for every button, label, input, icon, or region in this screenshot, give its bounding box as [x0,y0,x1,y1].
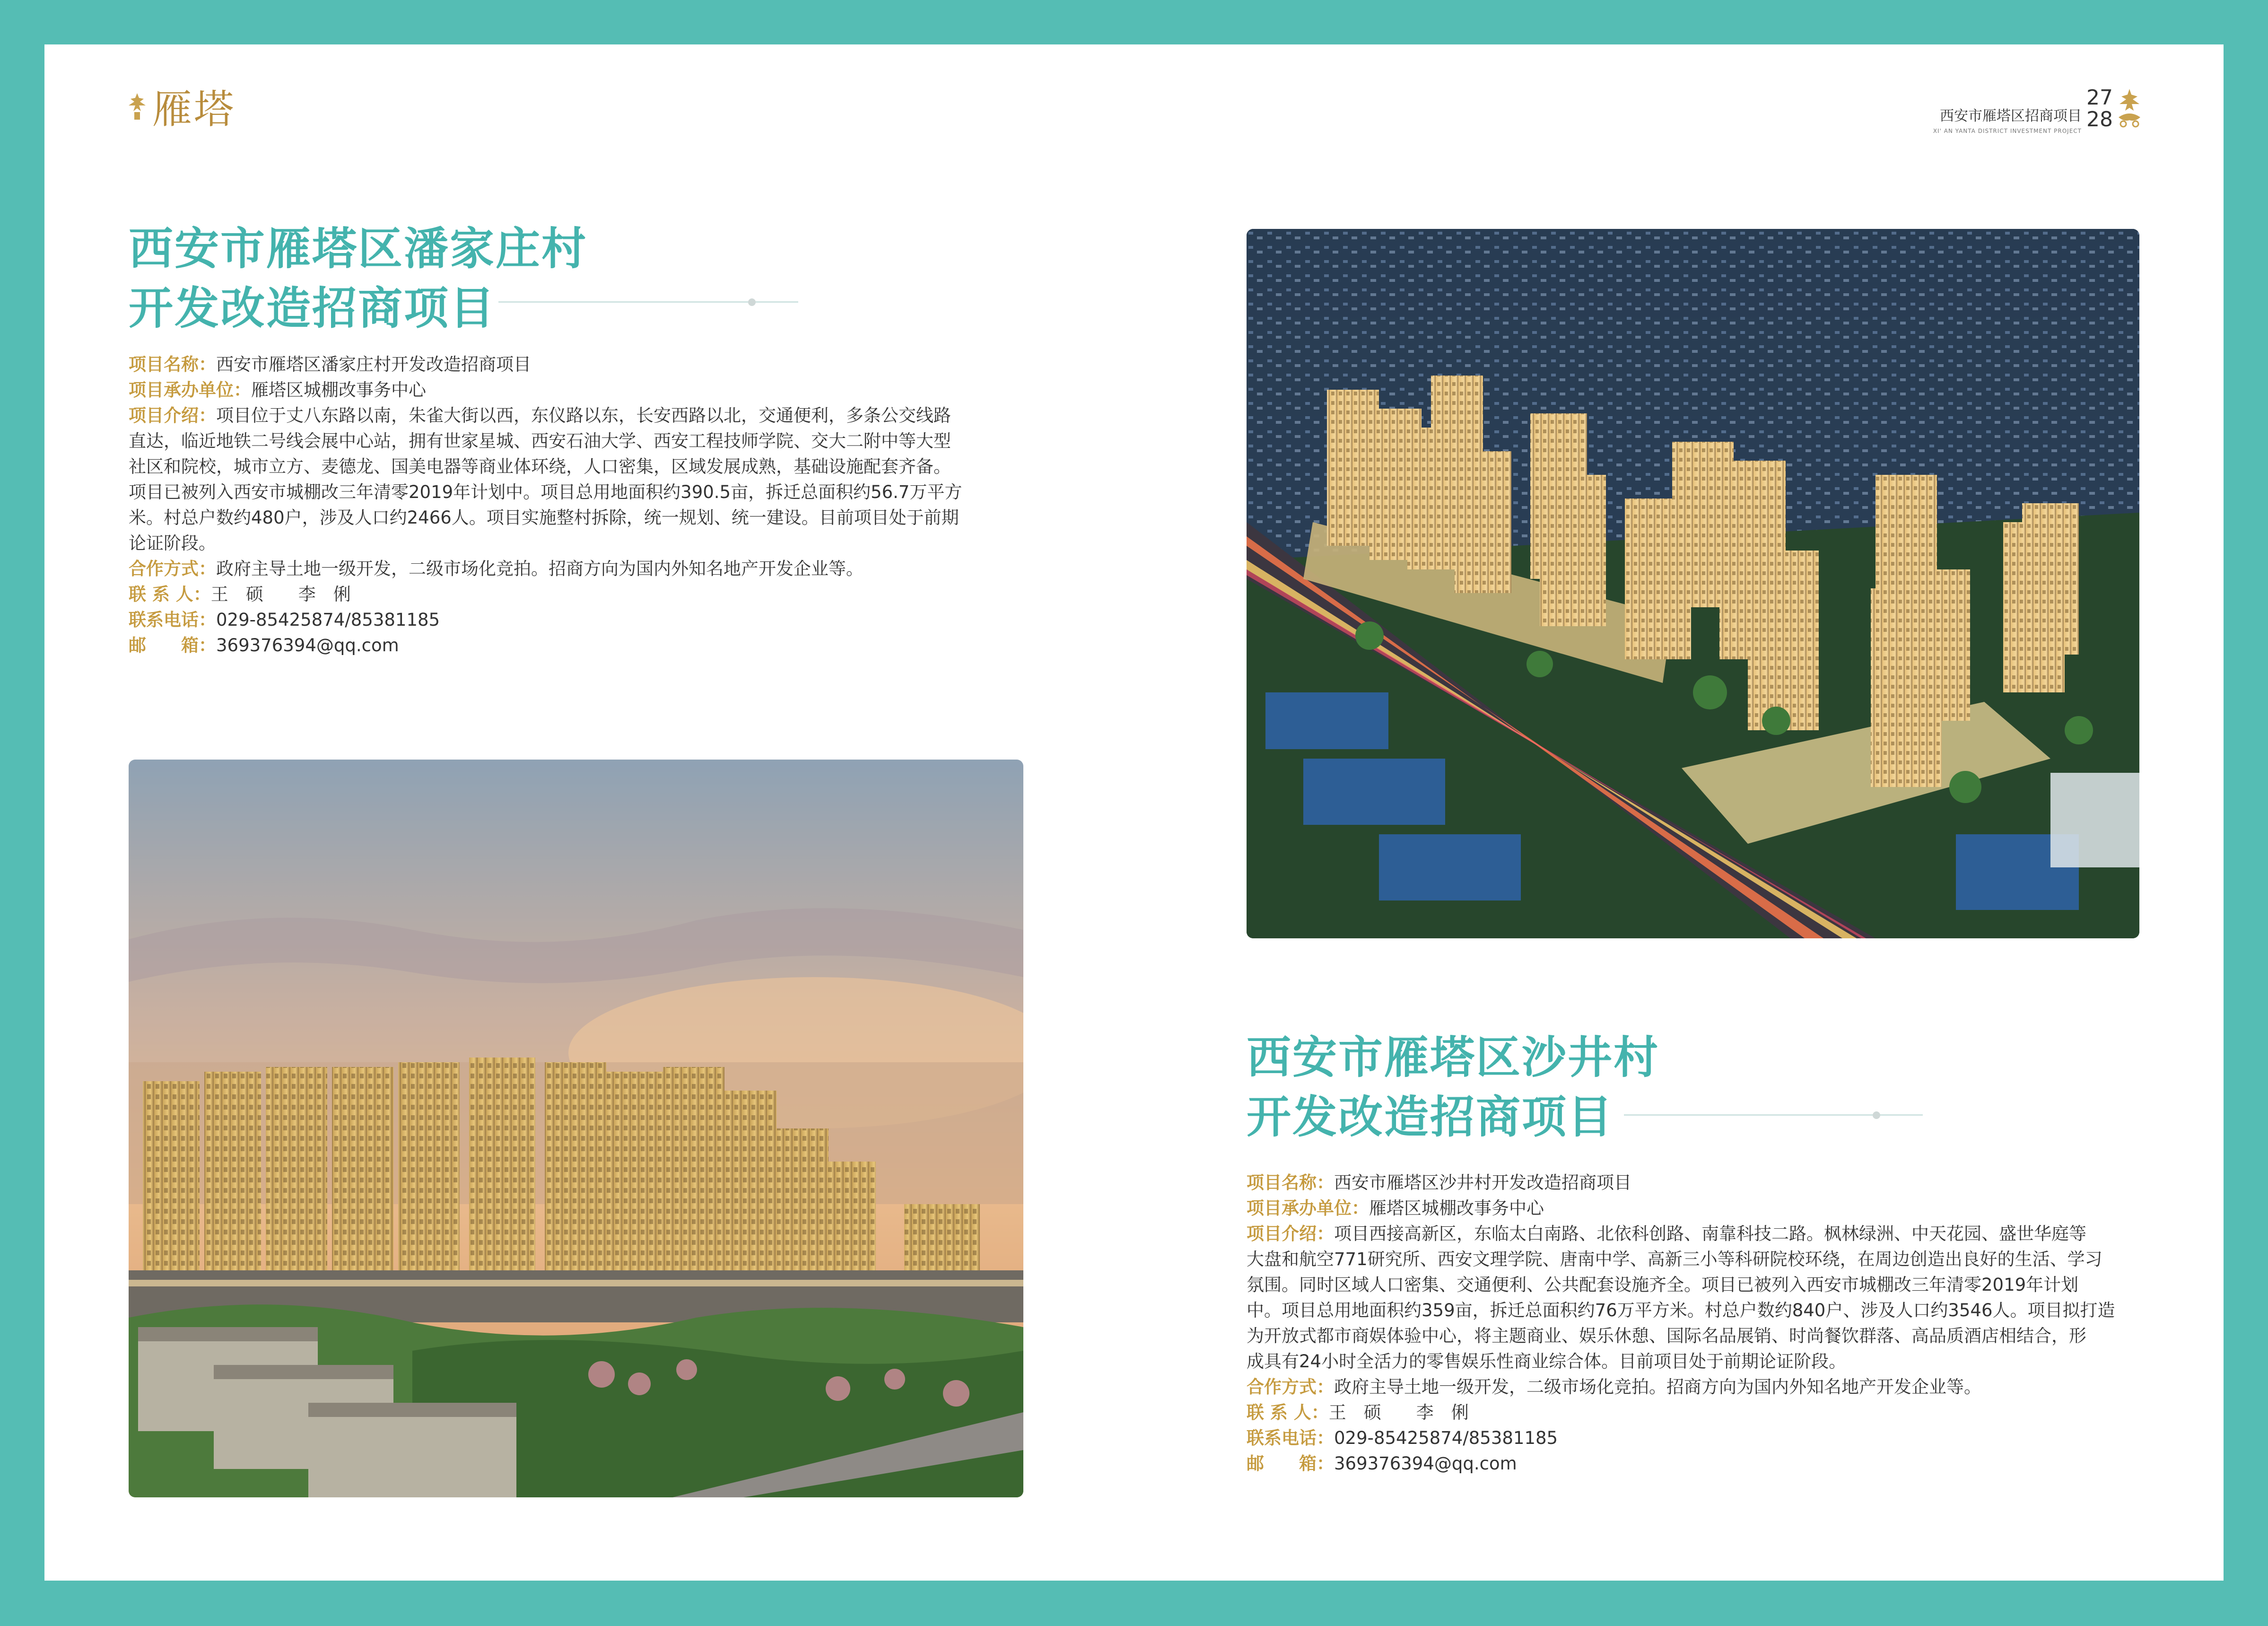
project1-intro-line: 论证阶段。 [129,533,216,553]
project1-contact-row: 联 系 人：王 硕 李 俐 [129,584,351,604]
project2-contact-row: 联 系 人：王 硕 李 俐 [1247,1402,1469,1423]
project2-intro-row: 项目介绍：项目西接高新区，东临太白南路、北依科创路、南靠科技二路。枫林绿洲、中天花园、盛世华庭等 [1247,1224,2086,1244]
night-aerial-illustration [1247,229,2139,938]
page-number-right: 28 [2086,107,2113,131]
project2-info [1247,1170,2188,1477]
project1-unit-row: 项目承办单位：雁塔区城棚改事务中心 [129,380,426,400]
header-texts [1933,104,2082,134]
project2-unit-row: 项目承办单位：雁塔区城棚改事务中心 [1247,1198,1544,1218]
project1-title-line2: 开发改造招商项目 [129,283,496,334]
header-right [1933,87,2143,134]
header-title: 西安市雁塔区招商项目 [1940,108,2082,124]
project2-intro-line: 氛围。同时区域人口密集、交通便利、公共配套设施齐全。项目已被列入西安市城棚改三年清零2019年计划 [1247,1275,2079,1295]
project1-intro-line: 直达，临近地铁二号线会展中心站，拥有世家星城、西安石油大学、西安工程技师学院、交大二附中等大型 [129,431,951,451]
project2-rendering-image [1247,229,2139,938]
header-subtitle: XI' AN YANTA DISTRICT INVESTMENT PROJECT [1933,128,2082,134]
project1-title-line1: 西安市雁塔区潘家庄村 [129,223,588,275]
project2-intro-line: 大盘和航空771研究所、西安文理学院、唐南中学、高新三小等科研院校环绕，在周边创造出良好的生活、学习 [1247,1249,2102,1269]
pagoda-logo-icon [125,92,149,121]
project1-title [129,219,587,339]
project2-phone-row: 联系电话：029-85425874/85381185 [1247,1428,1558,1448]
project1-intro-line: 社区和院校，城市立方、麦德龙、国美电器等商业体环绕，人口密集，区域发展成熟，基础设施配套齐备。 [129,456,951,477]
project2-title-dot [1873,1111,1880,1119]
logo [125,78,236,135]
project1-rendering-image [129,760,1023,1497]
project1-name-row: 项目名称：西安市雁塔区潘家庄村开发改造招商项目 [129,354,531,375]
sunset-towers-illustration [129,760,1023,1497]
project1-title-dot [748,298,756,306]
project1-intro-row: 项目介绍：项目位于丈八东路以南，朱雀大街以西，东仪路以东，长安西路以北，交通便利，多条公交线路 [129,405,951,426]
project1-info [129,352,1079,658]
project2-title-line2: 开发改造招商项目 [1247,1092,1614,1143]
page-number-left: 27 [2086,86,2113,110]
project2-coop-row: 合作方式：政府主导土地一级开发，二级市场化竞拍。招商方向为国内外知名地产开发企业等。 [1247,1377,1981,1397]
project2-title [1247,1028,1659,1147]
page-numbers [2086,87,2113,131]
project1-intro-line: 米。村总户数约480户，涉及人口约2466人。项目实施整村拆除，统一规划、统一建设。目前项目处于前期 [129,507,959,528]
project2-title-line1: 西安市雁塔区沙井村 [1247,1032,1660,1084]
project1-intro-line: 项目已被列入西安市城棚改三年清零2019年计划中。项目总用地面积约390.5亩，拆迁总面积约56.7万平方 [129,482,962,502]
project1-email-row: 邮 箱：369376394@qq.com [129,635,399,656]
project2-intro-line: 为开放式都市商娱体验中心，将主题商业、娱乐休憩、国际名品展销、时尚餐饮群落、高品质酒店相结合，形 [1247,1326,2086,1346]
project2-intro-line: 成具有24小时全活力的零售娱乐性商业综合体。目前项目处于前期论证阶段。 [1247,1351,1847,1372]
project2-name-row: 项目名称：西安市雁塔区沙井村开发改造招商项目 [1247,1172,1631,1193]
project2-email-row: 邮 箱：369376394@qq.com [1247,1453,1517,1474]
project1-coop-row: 合作方式：政府主导土地一级开发，二级市场化竞拍。招商方向为国内外知名地产开发企业等。 [129,559,864,579]
project2-intro-line: 中。项目总用地面积约359亩，拆迁总面积约76万平方米。村总户数约840户、涉及人口约3546人。项目拟打造 [1247,1300,2115,1320]
brochure-page [44,44,2224,1581]
project1-phone-row: 联系电话：029-85425874/85381185 [129,610,440,630]
pagoda-emblem-icon [2116,87,2143,130]
logo-text: 雁塔 [152,86,236,132]
